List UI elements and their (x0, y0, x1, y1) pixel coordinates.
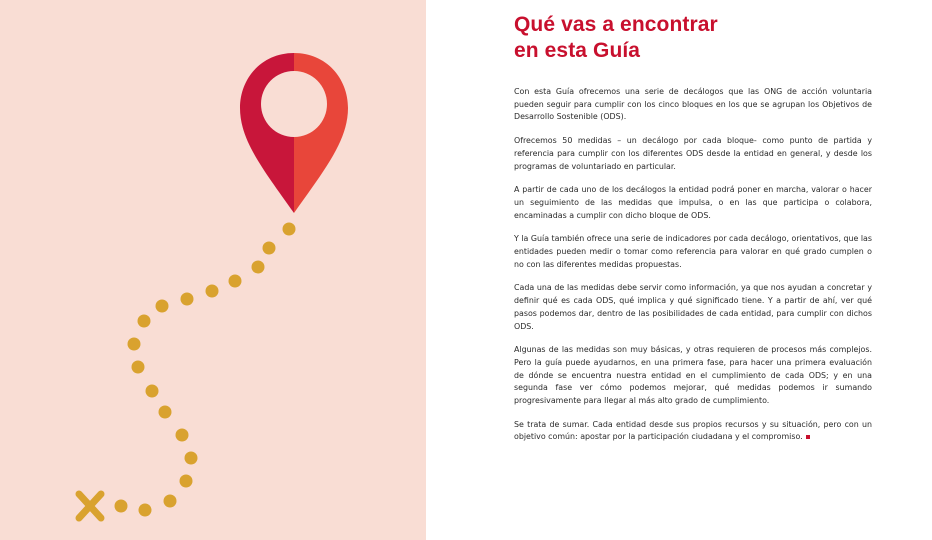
title-line-2: en esta Guía (514, 39, 641, 62)
paragraph: Ofrecemos 50 medidas – un decálogo por cada bloque- como punto de partida y referencia para cumplir con los diferentes ODS desde la entidad en general, y desde los programas de voluntariado en particular. (514, 136, 872, 171)
illustration-panel (0, 0, 426, 540)
x-mark-icon (79, 494, 101, 518)
page-title (514, 12, 874, 64)
dotted-trail (115, 223, 296, 517)
paragraph: Algunas de las medidas son muy básicas, y otras requieren de procesos más complejos. Pero la guía puede ayudarnos, en una primera fase, para hacer una primera evaluación de dónde se encuentra nuestra entidad en el cumplimiento de cada ODS; y en una segunda fase ver cómo podemos mejorar, qué medidas podemos ir sumando progresivamente para llegar al más alto grado de cumplimiento. (514, 345, 872, 406)
body-text (514, 86, 872, 455)
paragraph: Y la Guía también ofrece una serie de indicadores por cada decálogo, orientativos, que las entidades pueden medir o tomar como referencia para valorar en qué grado cumplen o no con las diferentes medidas propuestas. (514, 234, 872, 269)
paragraph-last (514, 419, 872, 444)
end-square-icon (806, 435, 810, 439)
paragraph: Con esta Guía ofrecemos una serie de decálogos que las ONG de acción voluntaria pueden seguir para cumplir con los cinco bloques en los que se agrupan los Objetivos de Desarrollo Sostenible (ODS). (514, 87, 872, 122)
map-pin-icon (240, 53, 348, 213)
paragraph: A partir de cada uno de los decálogos la entidad podrá poner en marcha, valorar o hacer un seguimiento de las medidas que impulsa, o en las que participa o colabora, encaminadas a cumplir con dicho bloque de ODS. (514, 185, 872, 220)
paragraph-text: Se trata de sumar. Cada entidad desde sus propios recursos y su situación, pero con un objetivo común: apostar por la participación ciudadana y el compromiso. (514, 419, 872, 442)
title-line-1: Qué vas a encontrar (514, 13, 718, 36)
paragraph: Cada una de las medidas debe servir como información, ya que nos ayudan a concretar y definir qué es cada ODS, qué implica y qué significado tiene. Y a partir de ahí, ver qué pasos podemos dar, dentro de las posibilidades de cada entidad, para cumplir con dichos ODS. (514, 283, 872, 331)
treasure-map-illustration (0, 0, 426, 540)
